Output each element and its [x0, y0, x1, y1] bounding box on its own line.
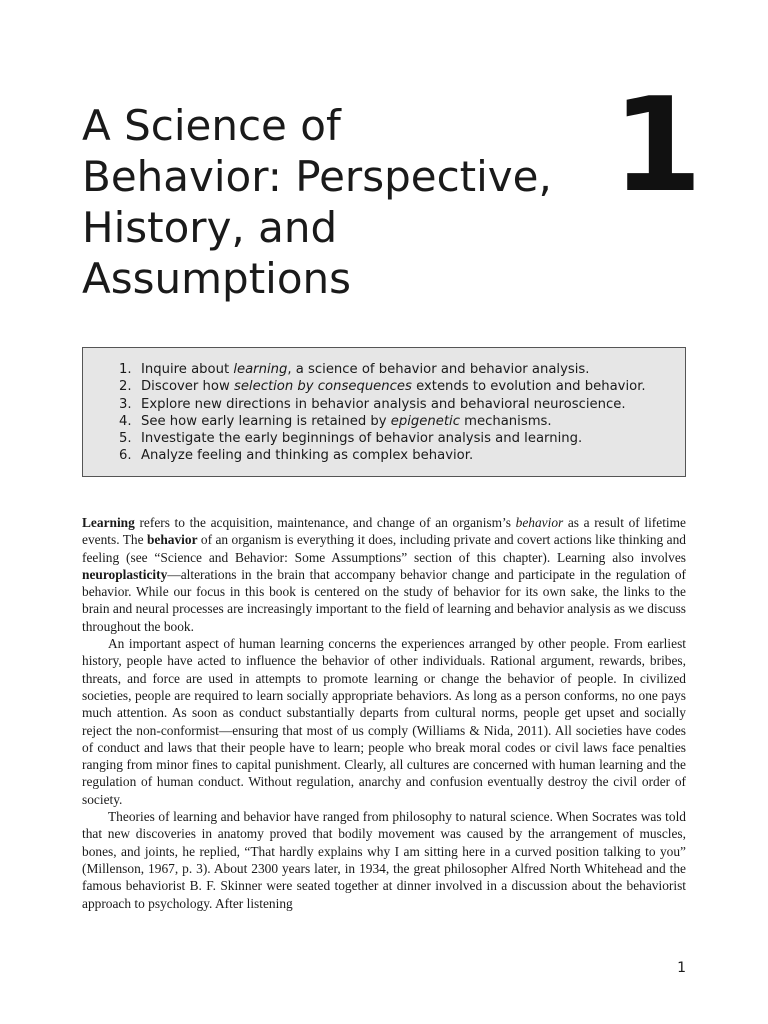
objective-item — [83, 361, 685, 378]
paragraph-text: refers to the acquisition, maintenance, and change of an organism’s — [134, 515, 516, 530]
objective-text: Explore new directions in behavior analysis and behavioral neuroscience. — [141, 396, 626, 412]
objective-number: 1. — [119, 362, 132, 377]
objective-number: 6. — [119, 448, 132, 464]
objectives-list — [83, 361, 685, 465]
objective-emphasis: epigenetic — [390, 413, 460, 429]
paragraph-3: Theories of learning and behavior have ranged from philosophy to natural science. When Socrates was told that new discoveries in anatomy proved that bodily movement was caused by the arrangement of muscles, bones, and joints, he replied, “That hardly explains why I am sitting here in a curved position talking to you” (Millenson, 1967, p. 3). About 2300 years later, in 1934, the great philosopher Alfred North Whitehead and the famous behaviorist B. F. Skinner were seated together at dinner involved in a discussion about the behaviorist approach to psychology. After listening — [82, 809, 686, 911]
objective-text: mechanisms. — [459, 413, 552, 429]
chapter-title-line: A Science of — [82, 101, 341, 150]
paragraph-text: —alterations in the brain that accompany behavior change and participate in the regulation of behavior. While our focus in this book is centered on the study of behavior for its own sake, the links to the brain and neural processes are increasingly important to the field of learning and behavior analysis as we discuss throughout the book. — [82, 566, 686, 634]
paragraph-text: as a result of lifetime events. The — [82, 515, 686, 548]
objective-item — [83, 378, 685, 395]
objective-item — [83, 413, 685, 430]
term-learning: Learning — [82, 515, 135, 530]
objective-item — [83, 430, 685, 447]
objective-text: Inquire about — [141, 362, 234, 377]
page-number: 1 — [677, 960, 686, 976]
chapter-number: 1 — [612, 69, 703, 221]
objective-emphasis: learning — [233, 362, 288, 377]
objective-item — [83, 396, 685, 413]
emphasis-behavior: behavior — [515, 515, 564, 530]
learning-objectives-box — [82, 347, 686, 477]
objective-text: , a science of behavior and behavior analysis. — [287, 362, 590, 377]
term-behavior: behavior — [146, 532, 198, 548]
objective-text: Investigate the early beginnings of behavior analysis and learning. — [141, 431, 583, 447]
objective-number: 4. — [119, 413, 132, 429]
chapter-title-line: History, and — [82, 203, 338, 252]
body-text — [82, 514, 686, 912]
paragraph-1 — [82, 514, 686, 635]
objective-number: 3. — [119, 396, 132, 412]
objective-text: Discover how — [141, 379, 234, 395]
paragraph-2: An important aspect of human learning concerns the experiences arranged by other people. From earliest history, people have acted to influence the behavior of other individuals. Rational argument, rewards, bribes, threats, and force are used in attempts to promote learning or change the behavior of people. In civilized societies, people are required to learn socially appropriate behaviors. As long as a person conforms, no one pays much attention. As soon as conduct substantially departs from cultural norms, people get upset and socially reject the non-conformist—ensuring that most of us comply (Williams & Nida, 2011). All societies have codes of conduct and laws that their people have to learn; people who break moral codes or civil laws face penalties ranging from minor fines to capital punishment. Clearly, all cultures are concerned with human learning and the regulation of human conduct. Without regulation, anarchy and confusion eventually destroy the civil order of society. — [82, 636, 686, 807]
objective-item — [83, 447, 685, 464]
objective-emphasis: selection by consequences — [233, 379, 412, 395]
objective-number: 2. — [119, 379, 132, 395]
paragraph-text: of an organism is everything it does, including private and covert actions like thinking and feeling (see “Science and Behavior: Some Assumptions” section of this chapter). Learning also involves — [82, 532, 686, 565]
objective-number: 5. — [119, 431, 132, 447]
term-neuroplasticity: neuroplasticity — [82, 566, 168, 582]
objective-text: See how early learning is retained by — [141, 413, 391, 429]
objective-text: extends to evolution and behavior. — [411, 379, 646, 395]
chapter-title-line: Behavior: Perspective, — [82, 152, 552, 201]
chapter-title — [82, 100, 602, 304]
chapter-title-line: Assumptions — [82, 254, 352, 303]
objective-text: Analyze feeling and thinking as complex behavior. — [141, 448, 474, 464]
